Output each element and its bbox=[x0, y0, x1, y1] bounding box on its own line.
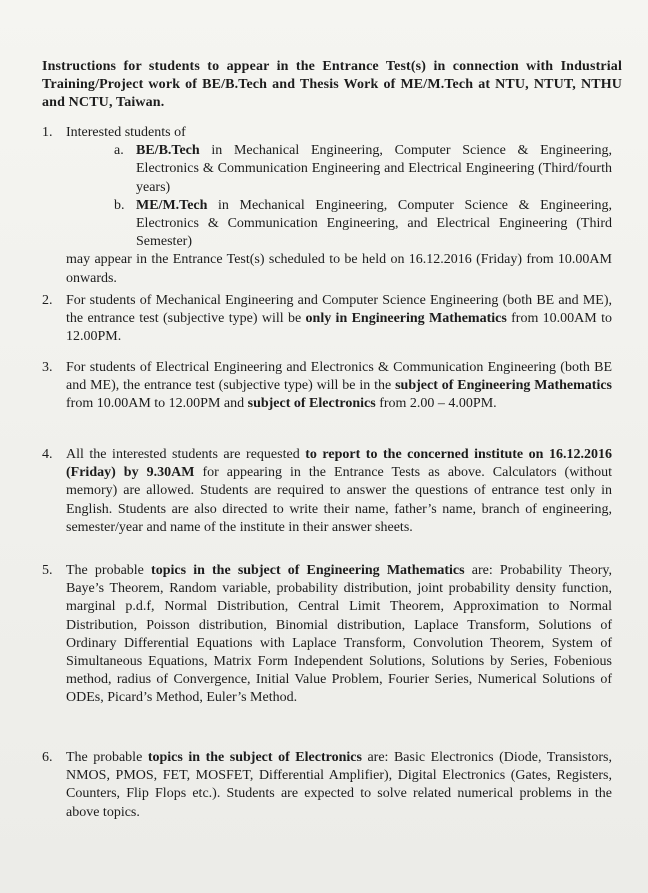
sub-item-letter: a. bbox=[114, 143, 124, 159]
sub-item-letter: b. bbox=[114, 197, 125, 213]
instruction-item-2 bbox=[42, 292, 612, 347]
sub-item-bold: ME/M.Tech bbox=[136, 197, 208, 213]
item-bold-text: topics in the subject of Engineering Mathematics bbox=[151, 563, 465, 578]
item-number: 4. bbox=[42, 447, 53, 462]
sub-item-b bbox=[114, 197, 612, 252]
item-text: The probable bbox=[66, 563, 152, 578]
item-text: For students of Electrical Engineering and Electronics & Communication Engineering (both BE and ME), the entrance test (subjective type) will be in the bbox=[66, 360, 612, 394]
instruction-item-1 bbox=[42, 124, 612, 288]
item-bold-text: subject of Engineering Mathematics bbox=[395, 378, 612, 394]
item-body bbox=[66, 562, 612, 708]
item-number: 1. bbox=[42, 125, 53, 140]
instruction-item-3 bbox=[42, 359, 612, 414]
item-text: from 10.00AM to 12.00PM and bbox=[66, 396, 248, 412]
instruction-item-4 bbox=[42, 446, 612, 537]
sub-item-rest: in Mechanical Engineering, Computer Science & Engineering, Electronics & Communication Engineering, and Electrical Engineering (Third Semester) bbox=[136, 197, 612, 250]
item-number: 5. bbox=[42, 563, 53, 578]
sub-item-rest: in Mechanical Engineering, Computer Science & Engineering, Electronics & Communication Engineering and Electrical Engineering (Third/fourth years) bbox=[136, 143, 612, 195]
item-text: from 10.00AM to 12.00PM. bbox=[66, 311, 612, 345]
item-bold-text: only in Engineering Mathematics bbox=[305, 311, 507, 327]
sub-item-text bbox=[136, 197, 612, 252]
instruction-item-6 bbox=[42, 749, 612, 822]
item-text: For students of Mechanical Engineering and Computer Science Engineering (both BE and ME), the entrance test (subjective type) will be bbox=[66, 293, 612, 327]
item-bold-text: topics in the subject of Electronics bbox=[147, 750, 362, 765]
item-bold-text: to report to the concerned institute on 16.12.2016 (Friday) by 9.30AM bbox=[66, 447, 612, 481]
instruction-item-5 bbox=[42, 562, 612, 708]
item-bold-text: subject of Electronics bbox=[247, 396, 376, 412]
item-body bbox=[66, 124, 612, 288]
item-text: The probable bbox=[66, 750, 148, 765]
item-number: 3. bbox=[42, 360, 53, 375]
item-outro: may appear in the Entrance Test(s) scheduled to be held on 16.12.2016 (Friday) from 10.00AM onwards. bbox=[66, 252, 612, 286]
sub-item-a bbox=[114, 142, 612, 197]
item-body bbox=[66, 359, 612, 414]
item-body bbox=[66, 749, 612, 822]
item-text: are: Probability Theory, Baye’s Theorem, Random variable, probability distribution, joint probability density function, marginal p.d.f, Normal Distribution, Central Limit Theorem, Approximation to Normal Distribution, Poisson distribution, Binomial distribution, Laplace Transform, Solutions of Ordinary Differential Equations with Laplace Transform, Convolution Theorem, System of Simultaneous Equations, Matrix Form Independent Solutions, Solutions by Series, Fobenious method, radius of Convergence, Initial Value Problem, Fourier Series, Numerical Solutions of ODEs, Picard’s Method, Euler’s Method. bbox=[66, 563, 612, 706]
sub-item-text bbox=[136, 142, 612, 197]
item-text: for appearing in the Entrance Tests as above. Calculators (without memory) are allowed. Students are required to answer the questions of entrance test only in English. Students are also directed to write their name, father’s name, branch of engineering, semester/year and name of the institute in their answer sheets. bbox=[66, 465, 612, 535]
sub-item-bold: BE/B.Tech bbox=[136, 143, 200, 159]
document-heading: Instructions for students to appear in the Entrance Test(s) in connection with Industrial Training/Project work of BE/B.Tech and Thesis Work of ME/M.Tech at NTU, NTUT, NTHU and NCTU, Taiwan. bbox=[42, 59, 622, 110]
item-text: All the interested students are requested bbox=[66, 447, 306, 462]
item-intro: Interested students of bbox=[66, 125, 186, 140]
item-text: are: Basic Electronics (Diode, Transistors, NMOS, PMOS, FET, MOSFET, Differential Amplifier), Digital Electronics (Gates, Registers, Counters, Flip Flops etc.). Students are expected to solve related numerical problems in the above topics. bbox=[66, 750, 612, 820]
item-text: from 2.00 – 4.00PM. bbox=[375, 396, 497, 412]
item-body bbox=[66, 292, 612, 347]
item-number: 2. bbox=[42, 293, 53, 308]
item-body bbox=[66, 446, 612, 537]
item-number: 6. bbox=[42, 750, 53, 765]
